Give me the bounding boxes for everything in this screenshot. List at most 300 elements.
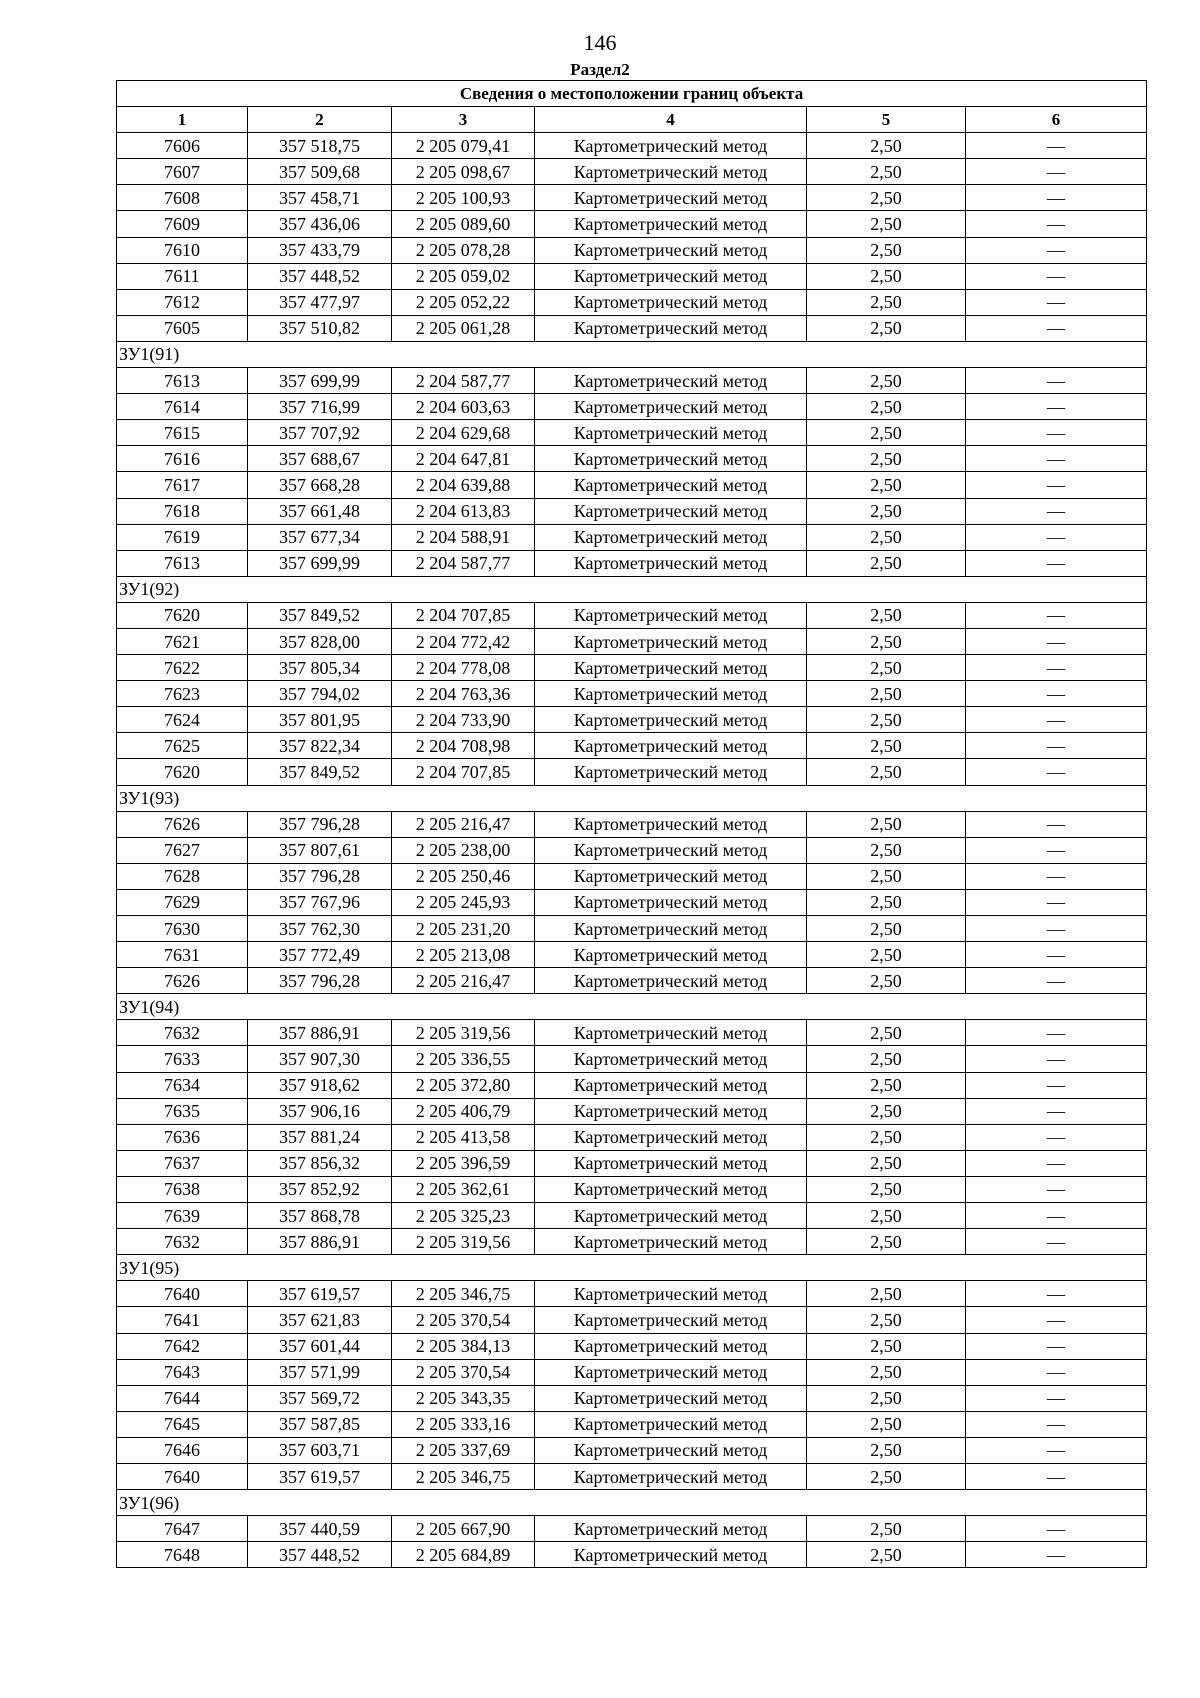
x-coordinate-cell: 357 762,30 [248,916,392,942]
method-cell: Картометрический метод [535,550,807,576]
group-label: ЗУ1(92) [117,576,1147,602]
table-row [117,602,1147,628]
table-row [117,1098,1147,1124]
extra-cell: — [966,889,1147,915]
x-coordinate-cell: 357 852,92 [248,1176,392,1202]
y-coordinate-cell: 2 204 708,98 [392,733,535,759]
y-coordinate-cell: 2 205 052,22 [392,289,535,315]
group-label: ЗУ1(96) [117,1490,1147,1516]
accuracy-cell: 2,50 [807,942,966,968]
table-row [117,733,1147,759]
point-number-cell: 7612 [117,289,248,315]
method-cell: Картометрический метод [535,759,807,785]
x-coordinate-cell: 357 794,02 [248,681,392,707]
accuracy-cell: 2,50 [807,889,966,915]
point-number-cell: 7610 [117,237,248,263]
point-number-cell: 7641 [117,1307,248,1333]
accuracy-cell: 2,50 [807,420,966,446]
method-cell: Картометрический метод [535,889,807,915]
method-cell: Картометрический метод [535,968,807,994]
extra-cell: — [966,133,1147,159]
group-row [117,785,1147,811]
table-row [117,263,1147,289]
table-row [117,1385,1147,1411]
table-row [117,916,1147,942]
extra-cell: — [966,524,1147,550]
y-coordinate-cell: 2 205 337,69 [392,1437,535,1463]
point-number-cell: 7629 [117,889,248,915]
accuracy-cell: 2,50 [807,498,966,524]
accuracy-cell: 2,50 [807,1281,966,1307]
table-row [117,159,1147,185]
table-row [117,1020,1147,1046]
table-row [117,289,1147,315]
table-row [117,1046,1147,1072]
table-row [117,211,1147,237]
x-coordinate-cell: 357 571,99 [248,1359,392,1385]
extra-cell: — [966,837,1147,863]
method-cell: Картометрический метод [535,1046,807,1072]
y-coordinate-cell: 2 205 216,47 [392,811,535,837]
point-number-cell: 7620 [117,759,248,785]
accuracy-cell: 2,50 [807,1020,966,1046]
point-number-cell: 7619 [117,524,248,550]
point-number-cell: 7623 [117,681,248,707]
point-number-cell: 7609 [117,211,248,237]
accuracy-cell: 2,50 [807,237,966,263]
extra-cell: — [966,1307,1147,1333]
method-cell: Картометрический метод [535,185,807,211]
accuracy-cell: 2,50 [807,263,966,289]
y-coordinate-cell: 2 205 684,89 [392,1542,535,1568]
x-coordinate-cell: 357 856,32 [248,1150,392,1176]
x-coordinate-cell: 357 805,34 [248,655,392,681]
point-number-cell: 7640 [117,1463,248,1489]
y-coordinate-cell: 2 204 587,77 [392,550,535,576]
x-coordinate-cell: 357 801,95 [248,707,392,733]
accuracy-cell: 2,50 [807,1046,966,1072]
y-coordinate-cell: 2 205 245,93 [392,889,535,915]
x-coordinate-cell: 357 668,28 [248,472,392,498]
accuracy-cell: 2,50 [807,289,966,315]
extra-cell: — [966,1437,1147,1463]
point-number-cell: 7616 [117,446,248,472]
x-coordinate-cell: 357 477,97 [248,289,392,315]
x-coordinate-cell: 357 688,67 [248,446,392,472]
table-row [117,550,1147,576]
method-cell: Картометрический метод [535,368,807,394]
point-number-cell: 7607 [117,159,248,185]
point-number-cell: 7637 [117,1150,248,1176]
column-header: 2 [248,107,392,133]
point-number-cell: 7630 [117,916,248,942]
accuracy-cell: 2,50 [807,1229,966,1255]
point-number-cell: 7639 [117,1203,248,1229]
method-cell: Картометрический метод [535,133,807,159]
group-row [117,1490,1147,1516]
x-coordinate-cell: 357 601,44 [248,1333,392,1359]
column-header: 6 [966,107,1147,133]
x-coordinate-cell: 357 569,72 [248,1385,392,1411]
y-coordinate-cell: 2 205 061,28 [392,315,535,341]
extra-cell: — [966,733,1147,759]
accuracy-cell: 2,50 [807,133,966,159]
point-number-cell: 7622 [117,655,248,681]
extra-cell: — [966,237,1147,263]
accuracy-cell: 2,50 [807,863,966,889]
table-row [117,1203,1147,1229]
point-number-cell: 7636 [117,1124,248,1150]
y-coordinate-cell: 2 205 079,41 [392,133,535,159]
x-coordinate-cell: 357 699,99 [248,550,392,576]
extra-cell: — [966,498,1147,524]
table-row [117,133,1147,159]
extra-cell: — [966,1229,1147,1255]
method-cell: Картометрический метод [535,1098,807,1124]
table-row [117,837,1147,863]
point-number-cell: 7647 [117,1516,248,1542]
point-number-cell: 7642 [117,1333,248,1359]
x-coordinate-cell: 357 906,16 [248,1098,392,1124]
y-coordinate-cell: 2 204 772,42 [392,628,535,654]
method-cell: Картометрический метод [535,263,807,289]
table-row [117,420,1147,446]
method-cell: Картометрический метод [535,602,807,628]
y-coordinate-cell: 2 204 733,90 [392,707,535,733]
y-coordinate-cell: 2 205 213,08 [392,942,535,968]
accuracy-cell: 2,50 [807,811,966,837]
x-coordinate-cell: 357 699,99 [248,368,392,394]
y-coordinate-cell: 2 205 346,75 [392,1463,535,1489]
x-coordinate-cell: 357 619,57 [248,1281,392,1307]
column-header: 5 [807,107,966,133]
point-number-cell: 7624 [117,707,248,733]
y-coordinate-cell: 2 204 629,68 [392,420,535,446]
accuracy-cell: 2,50 [807,655,966,681]
accuracy-cell: 2,50 [807,368,966,394]
table-row [117,394,1147,420]
table-body [117,133,1147,1568]
y-coordinate-cell: 2 205 343,35 [392,1385,535,1411]
table-row [117,655,1147,681]
x-coordinate-cell: 357 828,00 [248,628,392,654]
point-number-cell: 7627 [117,837,248,863]
group-label: ЗУ1(95) [117,1255,1147,1281]
table-caption: Сведения о местоположении границ объекта [117,81,1147,107]
method-cell: Картометрический метод [535,733,807,759]
y-coordinate-cell: 2 205 362,61 [392,1176,535,1202]
accuracy-cell: 2,50 [807,159,966,185]
accuracy-cell: 2,50 [807,1098,966,1124]
table-header [117,81,1147,133]
extra-cell: — [966,1516,1147,1542]
y-coordinate-cell: 2 205 216,47 [392,968,535,994]
y-coordinate-cell: 2 205 372,80 [392,1072,535,1098]
y-coordinate-cell: 2 204 778,08 [392,655,535,681]
table-row [117,1307,1147,1333]
y-coordinate-cell: 2 205 078,28 [392,237,535,263]
accuracy-cell: 2,50 [807,472,966,498]
method-cell: Картометрический метод [535,315,807,341]
accuracy-cell: 2,50 [807,602,966,628]
accuracy-cell: 2,50 [807,1463,966,1489]
extra-cell: — [966,315,1147,341]
method-cell: Картометрический метод [535,472,807,498]
table-row [117,1437,1147,1463]
method-cell: Картометрический метод [535,237,807,263]
point-number-cell: 7613 [117,368,248,394]
extra-cell: — [966,472,1147,498]
x-coordinate-cell: 357 707,92 [248,420,392,446]
y-coordinate-cell: 2 205 098,67 [392,159,535,185]
table-row [117,942,1147,968]
extra-cell: — [966,420,1147,446]
point-number-cell: 7632 [117,1229,248,1255]
accuracy-cell: 2,50 [807,524,966,550]
method-cell: Картометрический метод [535,1542,807,1568]
extra-cell: — [966,263,1147,289]
x-coordinate-cell: 357 886,91 [248,1020,392,1046]
accuracy-cell: 2,50 [807,628,966,654]
accuracy-cell: 2,50 [807,1437,966,1463]
x-coordinate-cell: 357 587,85 [248,1411,392,1437]
x-coordinate-cell: 357 677,34 [248,524,392,550]
accuracy-cell: 2,50 [807,394,966,420]
x-coordinate-cell: 357 849,52 [248,759,392,785]
point-number-cell: 7611 [117,263,248,289]
extra-cell: — [966,1463,1147,1489]
group-row [117,994,1147,1020]
y-coordinate-cell: 2 204 603,63 [392,394,535,420]
point-number-cell: 7628 [117,863,248,889]
point-number-cell: 7621 [117,628,248,654]
point-number-cell: 7631 [117,942,248,968]
y-coordinate-cell: 2 205 667,90 [392,1516,535,1542]
point-number-cell: 7614 [117,394,248,420]
method-cell: Картометрический метод [535,1307,807,1333]
extra-cell: — [966,602,1147,628]
accuracy-cell: 2,50 [807,1385,966,1411]
extra-cell: — [966,1203,1147,1229]
table-row [117,472,1147,498]
accuracy-cell: 2,50 [807,707,966,733]
y-coordinate-cell: 2 205 231,20 [392,916,535,942]
accuracy-cell: 2,50 [807,916,966,942]
group-row [117,576,1147,602]
method-cell: Картометрический метод [535,628,807,654]
x-coordinate-cell: 357 881,24 [248,1124,392,1150]
y-coordinate-cell: 2 205 250,46 [392,863,535,889]
extra-cell: — [966,968,1147,994]
x-coordinate-cell: 357 458,71 [248,185,392,211]
method-cell: Картометрический метод [535,1516,807,1542]
page-number: 146 [583,30,617,55]
extra-cell: — [966,916,1147,942]
group-label: ЗУ1(94) [117,994,1147,1020]
extra-cell: — [966,1411,1147,1437]
table-row [117,707,1147,733]
x-coordinate-cell: 357 886,91 [248,1229,392,1255]
y-coordinate-cell: 2 205 100,93 [392,185,535,211]
extra-cell: — [966,759,1147,785]
y-coordinate-cell: 2 205 089,60 [392,211,535,237]
coordinates-table [116,80,1147,1568]
table-row [117,681,1147,707]
group-label: ЗУ1(91) [117,341,1147,367]
accuracy-cell: 2,50 [807,733,966,759]
extra-cell: — [966,942,1147,968]
x-coordinate-cell: 357 509,68 [248,159,392,185]
table-row [117,315,1147,341]
x-coordinate-cell: 357 796,28 [248,863,392,889]
x-coordinate-cell: 357 822,34 [248,733,392,759]
point-number-cell: 7632 [117,1020,248,1046]
extra-cell: — [966,655,1147,681]
accuracy-cell: 2,50 [807,446,966,472]
method-cell: Картометрический метод [535,1281,807,1307]
extra-cell: — [966,628,1147,654]
point-number-cell: 7626 [117,811,248,837]
point-number-cell: 7638 [117,1176,248,1202]
point-number-cell: 7646 [117,1437,248,1463]
point-number-cell: 7625 [117,733,248,759]
accuracy-cell: 2,50 [807,1176,966,1202]
method-cell: Картометрический метод [535,811,807,837]
point-number-cell: 7618 [117,498,248,524]
extra-cell: — [966,1281,1147,1307]
x-coordinate-cell: 357 661,48 [248,498,392,524]
accuracy-cell: 2,50 [807,1072,966,1098]
y-coordinate-cell: 2 204 647,81 [392,446,535,472]
method-cell: Картометрический метод [535,524,807,550]
x-coordinate-cell: 357 619,57 [248,1463,392,1489]
extra-cell: — [966,1359,1147,1385]
extra-cell: — [966,159,1147,185]
point-number-cell: 7645 [117,1411,248,1437]
table-row [117,1176,1147,1202]
accuracy-cell: 2,50 [807,1516,966,1542]
method-cell: Картометрический метод [535,1359,807,1385]
method-cell: Картометрический метод [535,1463,807,1489]
y-coordinate-cell: 2 204 588,91 [392,524,535,550]
y-coordinate-cell: 2 205 346,75 [392,1281,535,1307]
table-row [117,1463,1147,1489]
x-coordinate-cell: 357 716,99 [248,394,392,420]
group-row [117,1255,1147,1281]
x-coordinate-cell: 357 518,75 [248,133,392,159]
point-number-cell: 7617 [117,472,248,498]
x-coordinate-cell: 357 440,59 [248,1516,392,1542]
y-coordinate-cell: 2 205 413,58 [392,1124,535,1150]
accuracy-cell: 2,50 [807,1150,966,1176]
x-coordinate-cell: 357 918,62 [248,1072,392,1098]
extra-cell: — [966,550,1147,576]
y-coordinate-cell: 2 204 587,77 [392,368,535,394]
method-cell: Картометрический метод [535,289,807,315]
method-cell: Картометрический метод [535,1333,807,1359]
extra-cell: — [966,1098,1147,1124]
accuracy-cell: 2,50 [807,837,966,863]
extra-cell: — [966,446,1147,472]
method-cell: Картометрический метод [535,916,807,942]
method-cell: Картометрический метод [535,498,807,524]
accuracy-cell: 2,50 [807,1411,966,1437]
y-coordinate-cell: 2 205 325,23 [392,1203,535,1229]
table-row [117,237,1147,263]
x-coordinate-cell: 357 807,61 [248,837,392,863]
accuracy-cell: 2,50 [807,681,966,707]
x-coordinate-cell: 357 772,49 [248,942,392,968]
extra-cell: — [966,1385,1147,1411]
point-number-cell: 7643 [117,1359,248,1385]
method-cell: Картометрический метод [535,942,807,968]
table-caption-row [117,81,1147,107]
accuracy-cell: 2,50 [807,185,966,211]
point-number-cell: 7644 [117,1385,248,1411]
y-coordinate-cell: 2 204 639,88 [392,472,535,498]
method-cell: Картометрический метод [535,420,807,446]
method-cell: Картометрический метод [535,446,807,472]
table-row [117,1150,1147,1176]
extra-cell: — [966,289,1147,315]
extra-cell: — [966,863,1147,889]
table-row [117,1333,1147,1359]
extra-cell: — [966,185,1147,211]
point-number-cell: 7613 [117,550,248,576]
x-coordinate-cell: 357 868,78 [248,1203,392,1229]
table-row [117,968,1147,994]
extra-cell: — [966,1176,1147,1202]
method-cell: Картометрический метод [535,1150,807,1176]
group-row [117,341,1147,367]
point-number-cell: 7608 [117,185,248,211]
x-coordinate-cell: 357 448,52 [248,1542,392,1568]
column-header: 4 [535,107,807,133]
table-row [117,368,1147,394]
x-coordinate-cell: 357 796,28 [248,968,392,994]
point-number-cell: 7640 [117,1281,248,1307]
x-coordinate-cell: 357 603,71 [248,1437,392,1463]
extra-cell: — [966,707,1147,733]
table-row [117,446,1147,472]
x-coordinate-cell: 357 433,79 [248,237,392,263]
point-number-cell: 7606 [117,133,248,159]
point-number-cell: 7615 [117,420,248,446]
extra-cell: — [966,1542,1147,1568]
accuracy-cell: 2,50 [807,550,966,576]
table-row [117,863,1147,889]
table-row [117,1124,1147,1150]
section-title: Раздел2 [570,60,630,79]
accuracy-cell: 2,50 [807,1542,966,1568]
table-row [117,889,1147,915]
method-cell: Картометрический метод [535,211,807,237]
table-row [117,1281,1147,1307]
accuracy-cell: 2,50 [807,759,966,785]
method-cell: Картометрический метод [535,1176,807,1202]
method-cell: Картометрический метод [535,159,807,185]
method-cell: Картометрический метод [535,1020,807,1046]
method-cell: Картометрический метод [535,1437,807,1463]
accuracy-cell: 2,50 [807,968,966,994]
column-number-row [117,107,1147,133]
method-cell: Картометрический метод [535,1203,807,1229]
method-cell: Картометрический метод [535,655,807,681]
extra-cell: — [966,211,1147,237]
extra-cell: — [966,1333,1147,1359]
accuracy-cell: 2,50 [807,1203,966,1229]
table-row [117,1411,1147,1437]
